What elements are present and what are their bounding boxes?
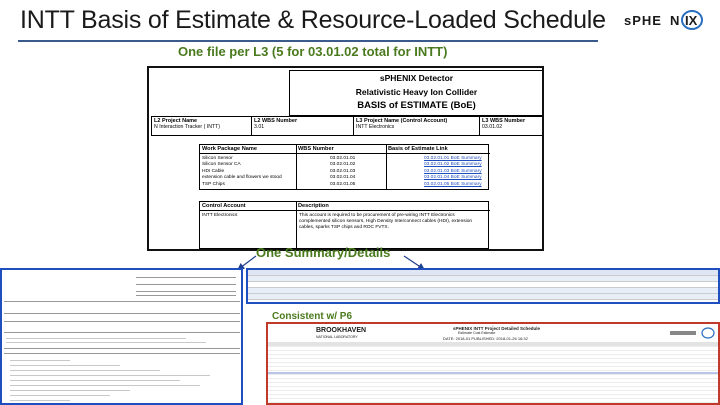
p6-report-title: sPHENIX INTT Project Detailed Schedule <box>453 326 541 331</box>
work-package-table <box>199 144 489 190</box>
wp-number: 03.02.01.03 <box>330 168 356 174</box>
project-cell <box>354 117 480 135</box>
boe-screenshot <box>147 66 544 251</box>
summary-details-label: One Summary/Details <box>256 245 391 260</box>
wp-name: TSP Chips <box>202 181 225 187</box>
wp-header: Basis of Estimate Link <box>386 145 490 154</box>
p6-row <box>268 384 718 387</box>
table-divider <box>296 145 297 189</box>
doc-line <box>10 395 110 396</box>
project-cell-head: L3 Project Name (Control Account) <box>356 118 448 124</box>
boe-link[interactable]: 03.02.01.01 BoE Summary <box>424 156 482 161</box>
p6-row <box>268 352 718 355</box>
p6-report-sub: Estimate Cost Estimate <box>458 331 496 335</box>
wp-number: 03.02.01.05 <box>330 181 356 187</box>
wp-number: 03.02.01.02 <box>330 162 356 168</box>
doc-line <box>4 332 240 333</box>
project-cell <box>480 117 544 135</box>
boe-header-line: BASIS of ESTIMATE (BoE) <box>357 100 476 111</box>
doc-line <box>10 380 180 381</box>
ca-header: Description <box>296 202 490 211</box>
boe-link[interactable]: 03.02.01.04 BoE Summary <box>424 175 482 181</box>
p6-row <box>268 392 718 395</box>
doc-line <box>6 342 206 343</box>
boe-header <box>289 70 544 116</box>
p6-row-selected <box>268 372 718 375</box>
p6-org-sub: NATIONAL LABORATORY <box>316 335 358 339</box>
doc-line <box>10 385 200 386</box>
project-info-table <box>151 116 544 136</box>
boe-header-line: sPHENIX Detector <box>379 73 454 83</box>
doc-line <box>10 360 70 361</box>
project-cell-head: L2 WBS Number <box>254 118 298 124</box>
boe-link[interactable]: 03.02.01.03 BoE Summary <box>424 168 482 174</box>
p6-report-date: DATE: 2018-01 PUBLISHED: 2018-01-26 16:32 <box>443 336 528 341</box>
p6-org-name: BROOKHAVEN <box>316 327 367 334</box>
p6-schedule-screenshot <box>266 322 720 405</box>
doc-line <box>10 375 210 376</box>
project-cell-head: L3 WBS Number <box>482 118 526 124</box>
wp-header: Work Package Name <box>200 145 296 154</box>
wp-link-column <box>422 156 490 188</box>
doc-line <box>6 338 186 339</box>
project-cell-value: 03.01.02 <box>482 124 503 130</box>
p6-row <box>268 400 718 403</box>
title-underline <box>18 40 598 42</box>
project-cell-value: 3.01 <box>254 124 265 130</box>
project-cell-value: INTT Electronics <box>356 124 395 130</box>
project-cell-value: N Interaction Tracker ( INTT) <box>154 124 221 130</box>
wp-name: extension cable and flowers we stood <box>202 175 282 181</box>
slide-subtitle: One file per L3 (5 for 03.01.02 total for INTT) <box>178 44 448 59</box>
p6-row <box>268 356 718 359</box>
slide-title: INTT Basis of Estimate & Resource-Loaded Schedule <box>20 6 606 34</box>
boe-summary-document <box>0 268 243 405</box>
boe-link[interactable]: 03.02.01.02 BoE Summary <box>424 162 482 168</box>
p6-row <box>268 348 718 351</box>
control-account-table <box>199 201 489 249</box>
ca-name: INTT Electronics <box>202 213 238 218</box>
doc-line <box>4 353 240 354</box>
wp-header: WBS Number <box>296 145 386 154</box>
p6-row <box>268 380 718 383</box>
project-cell <box>252 117 354 135</box>
consistent-p6-label: Consistent w/ P6 <box>272 311 353 322</box>
p6-logo <box>668 326 716 340</box>
p6-row <box>268 376 718 379</box>
wp-name-column <box>200 156 296 188</box>
doc-line <box>10 390 130 391</box>
summary-spreadsheet <box>246 268 720 304</box>
doc-line <box>4 301 240 302</box>
ca-header: Control Account <box>200 202 296 211</box>
summary-row <box>248 294 718 300</box>
wp-number: 03.02.01.01 <box>330 156 356 161</box>
p6-row <box>268 364 718 367</box>
wp-name: Silicon Sensor CA <box>202 162 241 168</box>
doc-line <box>10 400 70 401</box>
svg-text:N: N <box>670 13 681 28</box>
boe-logo-placeholder <box>153 76 273 110</box>
p6-row <box>268 360 718 363</box>
doc-line <box>136 295 236 296</box>
wp-number-column <box>328 156 386 188</box>
doc-line <box>10 370 160 371</box>
svg-text:sPHE: sPHE <box>624 13 662 28</box>
boe-link[interactable]: 03.02.01.05 BoE Summary <box>424 181 482 187</box>
doc-line <box>4 321 240 322</box>
p6-row <box>268 368 718 371</box>
p6-row <box>268 388 718 391</box>
sphenix-logo <box>622 8 712 34</box>
p6-row <box>268 396 718 399</box>
doc-line <box>4 313 240 314</box>
doc-line <box>136 291 236 292</box>
boe-header-line: Relativistic Heavy Ion Collider <box>355 87 478 97</box>
project-cell-head: L2 Project Name <box>154 118 198 124</box>
p6-header-row <box>268 342 718 347</box>
wp-name: Silicon Sensor <box>202 156 233 161</box>
project-cell <box>152 117 252 135</box>
doc-line <box>136 277 236 278</box>
table-divider <box>386 145 387 189</box>
wp-name: HDI Cable <box>202 168 225 174</box>
svg-text:IX: IX <box>685 13 698 28</box>
doc-line <box>10 365 120 366</box>
ca-description: This account is required to be procurement of pre-wiring INTT Electronics complemented silicon sensors, High Density Interconnect cables (HDI), extension cables, sparks TSP chips and ROC FVTX. <box>299 213 473 230</box>
doc-line <box>136 284 236 285</box>
doc-line <box>4 348 240 349</box>
wp-number: 03.02.01.04 <box>330 175 356 181</box>
